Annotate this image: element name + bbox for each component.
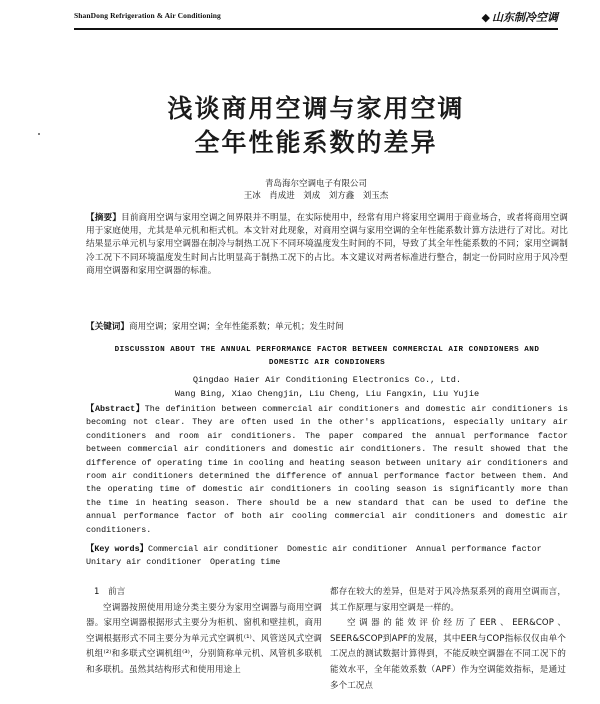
body-paragraph: 空调器的能效评价经历了EER、EER&COP、SEER&SCOP到APF的发展，其中EER与COP指标仅仅由单个工况点的测试数据计算得到，不能反映空调器在不同工况下的能效水平，全年能效系数（APF）作为空调能效指标，是通过多个工况点 — [330, 618, 566, 691]
abstract-cn-label: 【摘要】 — [86, 213, 122, 223]
margin-speck — [38, 133, 40, 135]
keywords-cn — [86, 321, 568, 334]
abstract-en-text: The definition between commercial air conditioners and domestic air conditioners is becoming not clear. They are often used in the other's applications, especially unitary air conditioners and room air conditioners. The paper compared the annual performance factor between commercial air conditioners and domestic air conditioners. The result showed that the difference of operating time in cooling and heating season between unitary air conditioners and room air conditioners determined the difference of annual performance factor between them. And the operating time of domestic air conditioners in cooling season is significantly more than the time in heating season. There should be a new standard that can be used to define the annual performance factor of both air cooling commercial air conditioners and domestic air conditioners. — [86, 404, 568, 535]
abstract-en — [86, 403, 568, 537]
authors: 王冰 肖成进 刘成 刘方鑫 刘玉杰 — [243, 191, 389, 201]
keywords-cn-label: 【关键词】 — [86, 322, 129, 332]
organization: 青岛海尔空调电子有限公司 — [264, 179, 367, 189]
author-block — [74, 178, 558, 202]
body-paragraph: 空调器按照使用用途分类主要分为家用空调器与商用空调器。家用空调器根据形式主要分为柜机、窗机和壁挂机，商用空调根据形式不同主要分为单元式空调机⁽¹⁾、风管送风式空调机组⁽²⁾和多联式空调机组⁽³⁾，分别简称单元机、风管机多联机和多联机。虽然其结构形式和使用用途上 — [86, 602, 322, 675]
title-line-1: 浅谈商用空调与家用空调 — [167, 94, 465, 123]
journal-name-en: ShanDong Refrigeration & Air Conditioning — [74, 11, 221, 20]
running-header — [74, 8, 558, 30]
english-title-line-1: DISCUSSION ABOUT THE ANNUAL PERFORMANCE FACTOR BETWEEN COMMERCIAL AIR CONDIONERS AND — [114, 346, 540, 354]
body-column-right — [330, 585, 566, 694]
english-title — [86, 344, 568, 369]
abstract-cn-text: 目前商用空调与家用空调之间界限并不明显，在实际使用中，经常有用户将家用空调用于商业场合，或者将商用空调用于家庭使用，尤其是单元机和柜式机。本文针对此现象，对商用空调与家用空调的全年性能系数计算方法进行了对比。对比结果显示单元机与家用空调器在制冷与制热工况下不同环境温度发生时间的不同，导致了其全年性能系数的不同；家用空调制冷工况下不同环境温度发生时间占比明显高于制热工况下的占比。本文建议对两者标准进行整合，制定一份同时应用于风冷型商用空调器和家用空调器的标准。 — [86, 213, 568, 276]
diamond-icon: ◆ — [481, 11, 490, 24]
paper-title — [74, 92, 558, 160]
english-author-block — [86, 374, 568, 401]
journal-name-cn — [482, 9, 558, 25]
keywords-en-label: 【Key words】 — [86, 544, 148, 554]
keywords-cn-text: 商用空调；家用空调；全年性能系数；单元机；发生时间 — [128, 322, 344, 332]
keywords-en-text: Commercial air conditioner Domestic air conditioner Annual performance factor Unitary air conditioner Operating time — [86, 544, 542, 568]
title-line-2: 全年性能系数的差异 — [194, 128, 438, 157]
section-heading: 1 前言 — [94, 587, 126, 597]
abstract-en-label: 【Abstract】 — [86, 404, 145, 414]
english-title-line-2: DOMESTIC AIR CONDIONERS — [268, 358, 386, 367]
body-paragraph-continued: 都存在较大的差异，但是对于风冷热泵系列的商用空调而言，其工作原理与家用空调是一样的。 — [330, 587, 566, 613]
keywords-en — [86, 543, 568, 570]
english-affiliation: Qingdao Haier Air Conditioning Electronics Co., Ltd. — [192, 375, 462, 385]
journal-name-cn-text: 山东制冷空调 — [492, 11, 558, 24]
abstract-cn — [86, 212, 568, 278]
english-authors: Wang Bing, Xiao Chengjin, Liu Cheng, Liu Fangxin, Liu Yujie — [174, 388, 480, 399]
body-column-left — [86, 585, 322, 679]
